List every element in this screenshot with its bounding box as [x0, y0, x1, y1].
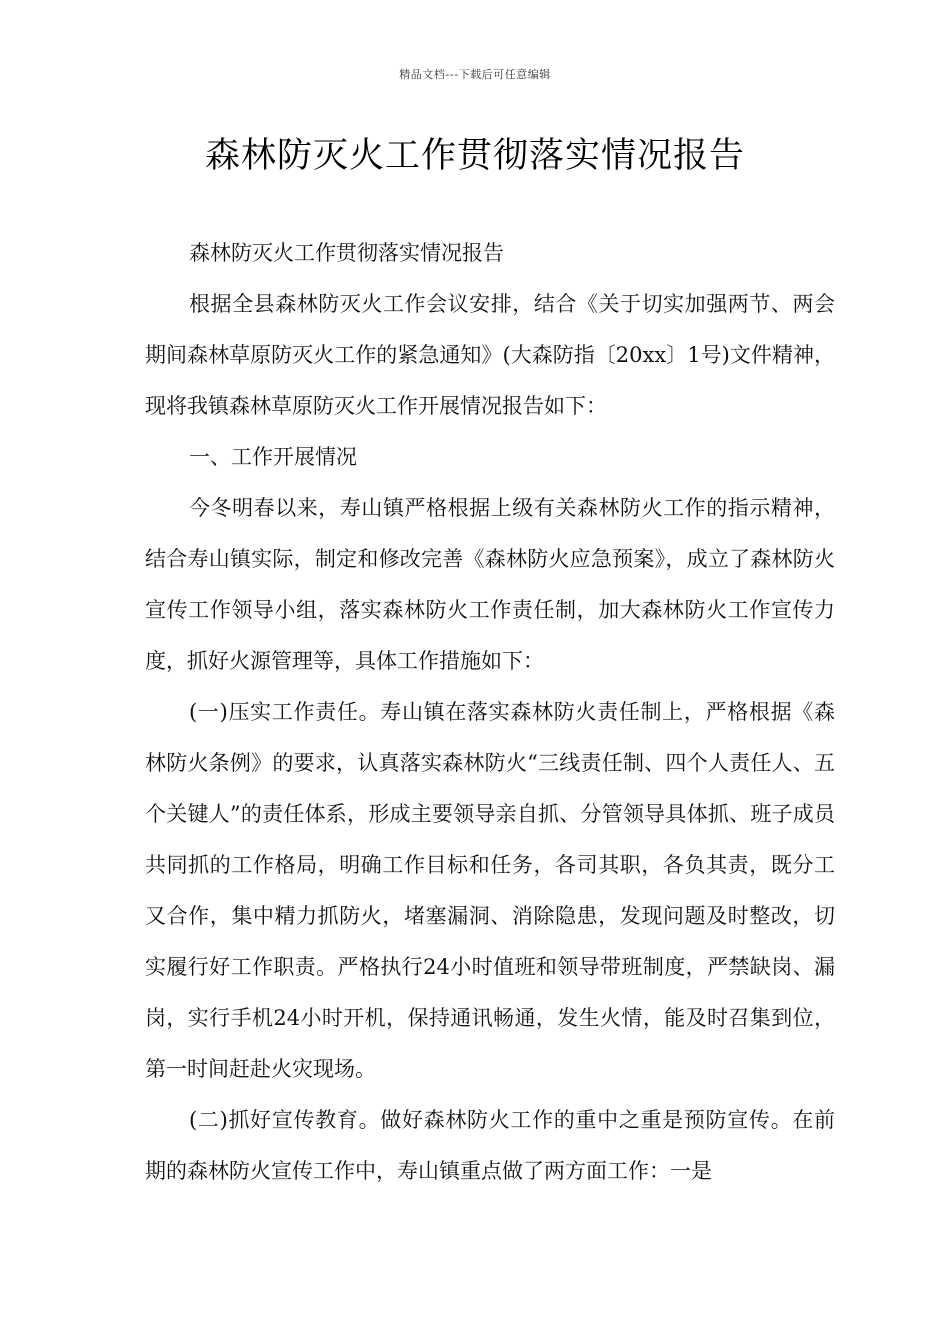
paragraph-publicity: (二)抓好宣传教育。做好森林防火工作的重中之重是预防宣传。在前期的森林防火宣传工作中，寿山镇重点做了两方面工作：一是 — [145, 1108, 835, 1183]
paragraph-overview: 今冬明春以来，寿山镇严格根据上级有关森林防火工作的指示精神，结合寿山镇实际，制定和修改完善《森林防火应急预案》，成立了森林防火宣传工作领导小组，落实森林防火工作责任制，加大森林防火工作宣传力度，抓好火源管理等，具体工作措施如下： — [145, 496, 835, 673]
paragraph-responsibility: (一)压实工作责任。寿山镇在落实森林防火责任制上，严格根据《森林防火条例》的要求，认真落实森林防火“三线责任制、四个人责任人、五个关键人”的责任体系，形成主要领导亲自抓、分管领导具体抓、班子成员共同抓的工作格局，明确工作目标和任务，各司其职，各负其责，既分工又合作，集中精力抓防火，堵塞漏洞、消除隐患，发现问题及时整改，切实履行好工作职责。严格执行24小时值班和领导带班制度，严禁缺岗、漏岗，实行手机24小时开机，保持通讯畅通，发生火情，能及时召集到位，第一时间赶赴火灾现场。 — [145, 700, 835, 1081]
header-note: 精品文档---下载后可任意编辑 — [399, 68, 551, 81]
document-title: 森林防灭火工作贯彻落实情况报告 — [204, 136, 745, 176]
document-body — [145, 228, 835, 1197]
paragraph-subtitle: 森林防灭火工作贯彻落实情况报告 — [189, 241, 504, 265]
paragraph-intro: 根据全县森林防灭火工作会议安排，结合《关于切实加强两节、两会期间森林草原防灭火工作的紧急通知》(大森防指〔20xx〕1号)文件精神，现将我镇森林草原防灭火工作开展情况报告如下： — [145, 292, 835, 418]
section-heading: 一、工作开展情况 — [189, 445, 357, 469]
